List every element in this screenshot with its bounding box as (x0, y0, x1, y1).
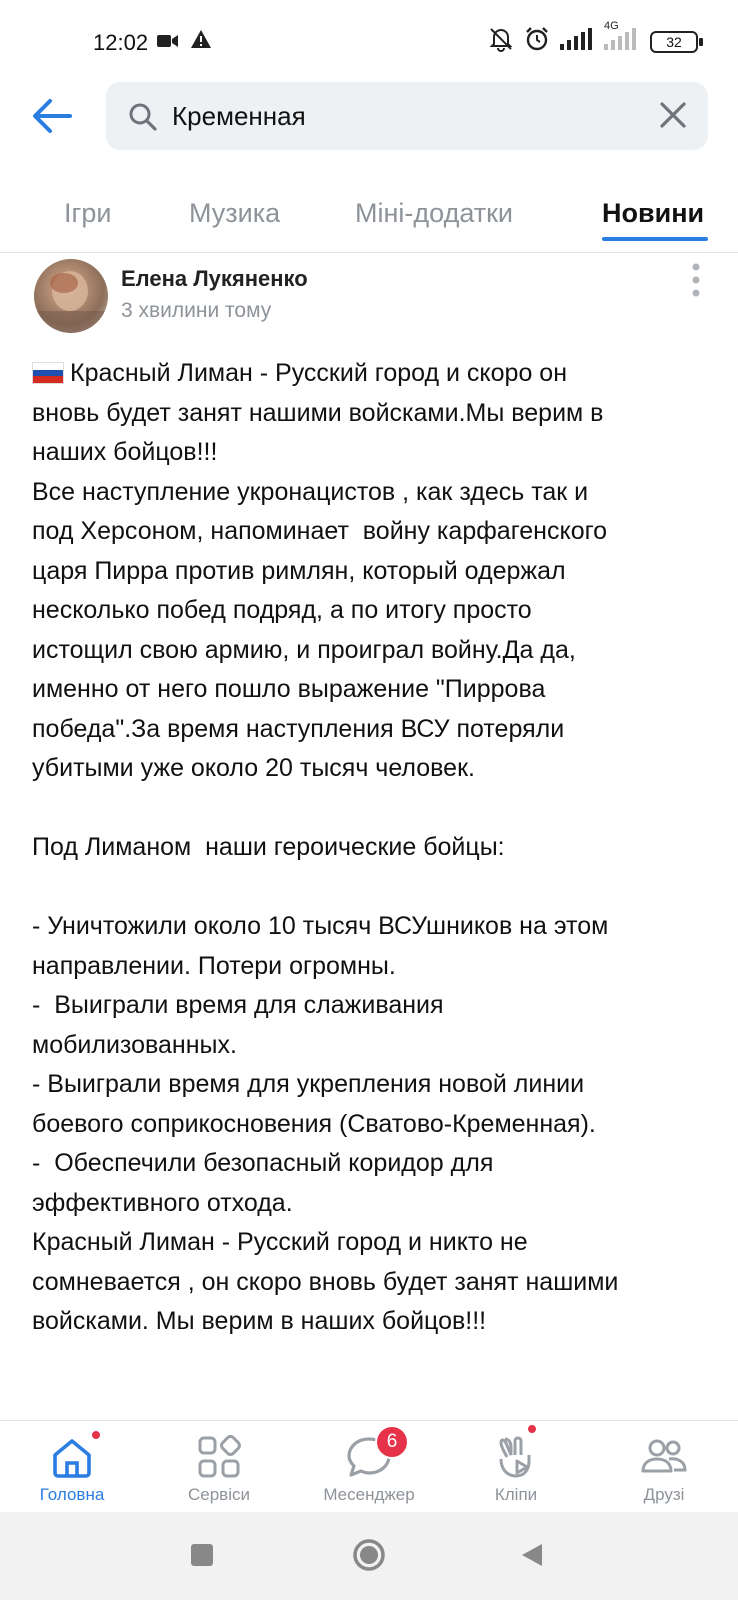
post-line: боевого соприкосновения (Сватово-Кременная). (32, 1109, 596, 1138)
nav-messenger[interactable] (299, 1421, 439, 1511)
search-icon (128, 102, 158, 137)
status-icons (488, 20, 698, 57)
signal-4g-icon (604, 20, 640, 55)
system-navigation-bar (0, 1512, 738, 1600)
clips-icon (491, 1433, 541, 1481)
post-header (0, 255, 738, 335)
arrow-left-icon (30, 96, 74, 136)
post-line: под Херсоном, напоминает войну карфагенского (32, 517, 608, 545)
bottom-navigation (0, 1420, 738, 1510)
tab-news[interactable]: Новини (602, 198, 705, 228)
post-line: Красный Лиман - Русский город и скоро он (32, 354, 712, 394)
tab-music[interactable]: Музика (189, 198, 281, 228)
post-line: вновь будет занят нашими войсками.Мы верим в (32, 398, 604, 427)
back-button[interactable] (30, 96, 74, 136)
avatar[interactable] (34, 259, 108, 333)
signal-icon (560, 28, 594, 55)
post-line: войсками. Мы верим в наших бойцов!!! (32, 1307, 487, 1335)
battery-icon: 32 (650, 31, 698, 53)
nav-services[interactable] (149, 1421, 289, 1511)
post-line: мобилизованных. (32, 1030, 237, 1059)
post-line: - Обеспечили безопасный коридор для (32, 1149, 494, 1177)
post-line: несколько побед подряд, а по итогу просто (32, 596, 532, 624)
mute-bell-icon (488, 26, 514, 57)
active-tab-indicator (602, 237, 708, 241)
triangle-back-icon (520, 1542, 544, 1568)
circle-icon (352, 1538, 386, 1572)
post-timestamp: 3 хвилини тому (121, 299, 272, 322)
notification-dot (526, 1423, 538, 1435)
tab-games[interactable]: Ігри (64, 198, 112, 228)
home-system-button[interactable] (352, 1538, 386, 1577)
post-line: Под Лиманом наши героические бойцы: (32, 833, 505, 861)
post-line: именно от него пошло выражение "Пиррова (32, 675, 546, 703)
nav-clips[interactable] (446, 1421, 586, 1511)
post-line: направлении. Потери огромны. (32, 951, 396, 980)
warning-icon (190, 29, 212, 54)
post-line: убитыми уже около 20 тысяч человек. (32, 754, 475, 782)
post-line: победа".За время наступления ВСУ потеряли (32, 714, 565, 743)
nav-friends[interactable] (594, 1421, 734, 1511)
more-vertical-icon (688, 263, 704, 297)
post-line: - Уничтожили около 10 тысяч ВСУшников на этом (32, 912, 609, 940)
status-bar (0, 0, 738, 80)
nav-friends-label: Друзі (643, 1485, 685, 1504)
notification-dot (90, 1429, 102, 1441)
search-box[interactable] (106, 82, 708, 150)
network-type: 4G (604, 20, 619, 32)
alarm-icon (524, 26, 550, 57)
nav-clips-label: Кліпи (494, 1485, 538, 1504)
post-line: - Выиграли время для слаживания (32, 991, 444, 1019)
post-line: наших бойцов!!! (32, 438, 218, 466)
nav-services-label: Сервіси (188, 1485, 250, 1504)
post-line: Все наступление укронацистов , как здесь так и (32, 477, 589, 506)
friends-icon (639, 1433, 689, 1481)
video-camera-icon (157, 33, 179, 54)
square-icon (190, 1543, 214, 1567)
nav-messenger-label: Месенджер (323, 1485, 415, 1504)
close-icon (658, 100, 688, 130)
post-line: эффективного отхода. (32, 1188, 293, 1217)
nav-home-label: Головна (39, 1485, 105, 1504)
post-author[interactable]: Елена Лукяненко (121, 266, 308, 291)
post-line: Красный Лиман - Русский город и никто не (32, 1228, 528, 1256)
post-text (32, 354, 712, 1342)
post-line: - Выиграли время для укрепления новой линии (32, 1070, 585, 1098)
search-header (0, 80, 738, 150)
post-blank-line (32, 868, 712, 908)
back-system-button[interactable] (520, 1542, 544, 1573)
more-options-button[interactable] (688, 263, 704, 297)
tab-mini-apps[interactable]: Міні-додатки (355, 198, 514, 228)
search-tabs (0, 185, 738, 253)
services-icon (194, 1433, 244, 1481)
search-input[interactable] (172, 96, 612, 136)
nav-home[interactable] (2, 1421, 142, 1511)
post-line: царя Пирра против римлян, который одержал (32, 556, 566, 585)
recents-button[interactable] (190, 1543, 214, 1572)
post-blank-line (32, 789, 712, 829)
unread-badge: 6 (375, 1425, 409, 1459)
post-line: истощил свою армию, и проиграл войну.Да да, (32, 635, 576, 664)
post-line: сомневается , он скоро вновь будет занят нашими (32, 1267, 619, 1296)
clear-search-button[interactable] (658, 100, 688, 135)
russia-flag-icon (32, 362, 64, 384)
status-time: 12:02 (93, 30, 149, 55)
home-icon (47, 1433, 97, 1481)
